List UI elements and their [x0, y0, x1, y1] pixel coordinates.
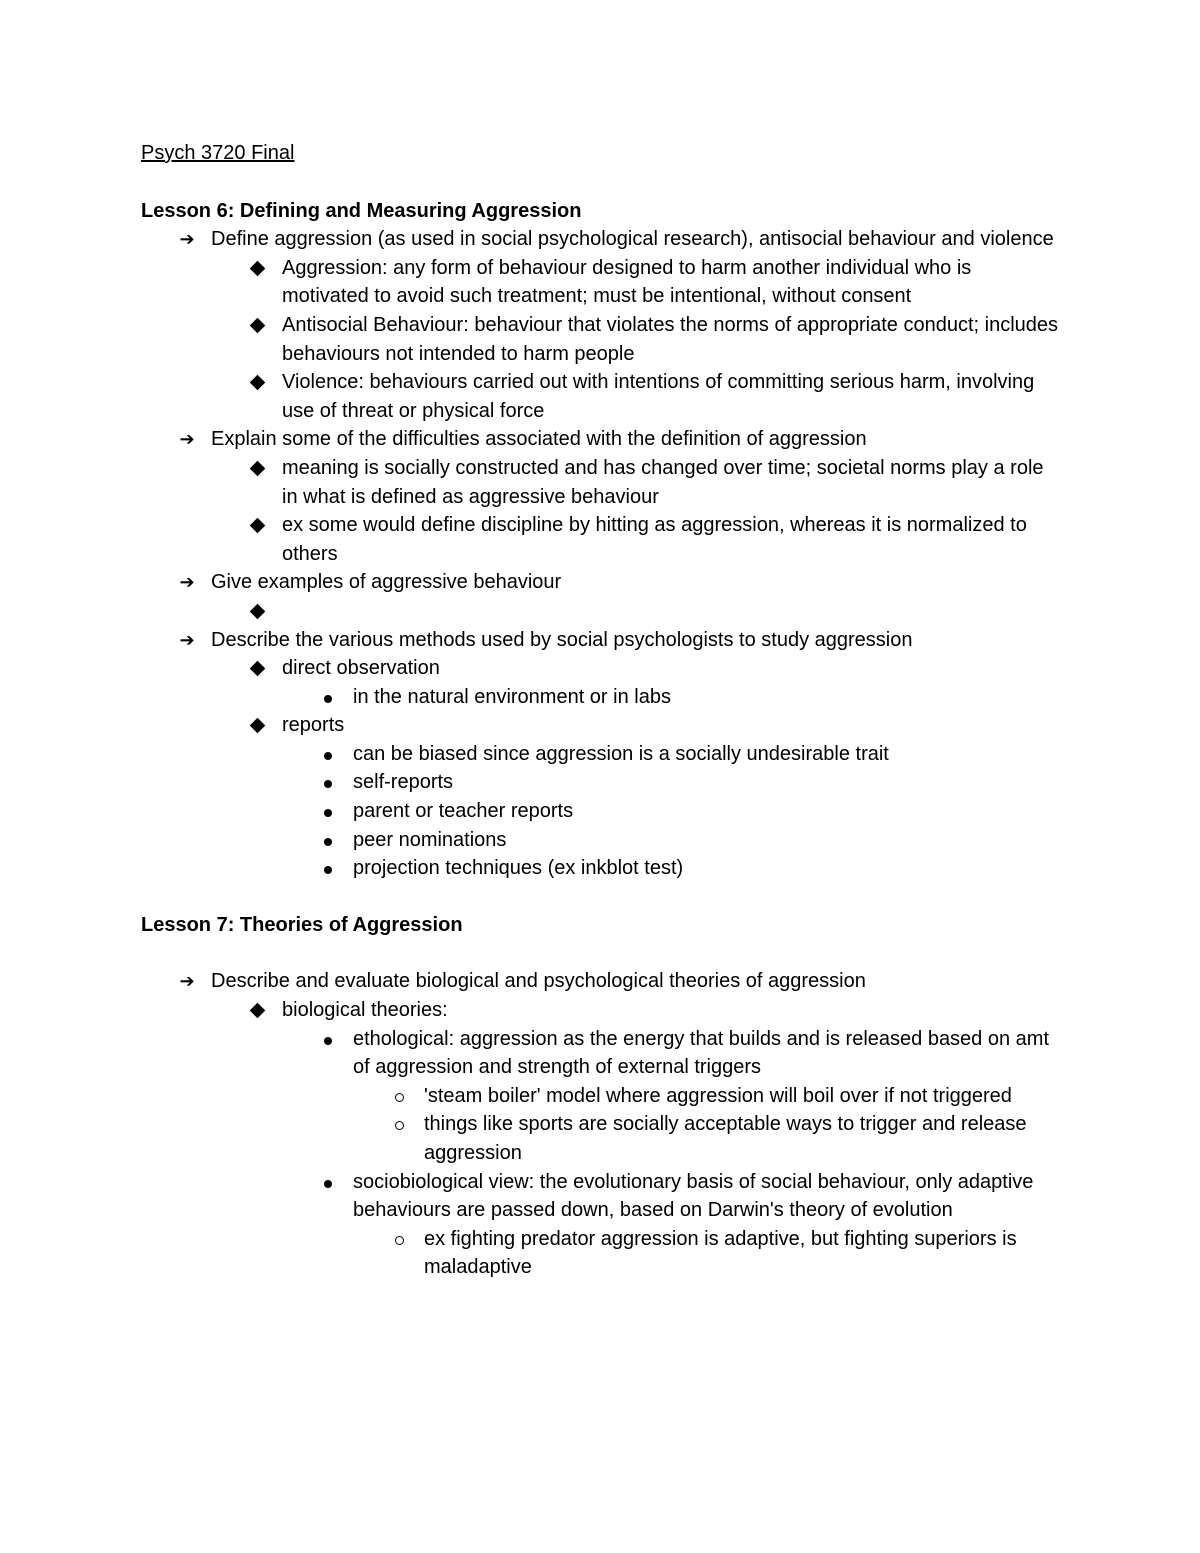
arrow-bullet-icon: ➔ [179, 629, 195, 650]
circle-bullet-icon [389, 1225, 409, 1254]
objective-item: ➔ Explain some of the difficulties associated with the definition of aggression [141, 425, 1061, 454]
objective-item: ➔ Give examples of aggressive behaviour [141, 568, 1061, 597]
list-item: in the natural environment or in labs [141, 683, 1061, 712]
list-item: sociobiological view: the evolutionary basis of social behaviour, only adaptive behaviours are passed down, based on Darwin's theory of evolution [141, 1168, 1061, 1225]
diamond-bullet-icon [247, 654, 267, 683]
list-item: Violence: behaviours carried out with intentions of committing serious harm, involving use of threat or physical force [141, 368, 1061, 425]
list-item: Antisocial Behaviour: behaviour that violates the norms of appropriate conduct; includes behaviours not intended to harm people [141, 311, 1061, 368]
document-page [141, 139, 1061, 1282]
objective-item: ➔ Describe and evaluate biological and psychological theories of aggression [141, 967, 1061, 996]
diamond-bullet-icon [247, 368, 267, 397]
list-item: reports [141, 711, 1061, 740]
list-item: meaning is socially constructed and has changed over time; societal norms play a role in what is defined as aggressive behaviour [141, 454, 1061, 511]
document-title: Psych 3720 Final [141, 142, 295, 164]
arrow-bullet-icon: ➔ [179, 229, 195, 250]
list-item: peer nominations [141, 826, 1061, 855]
objective-item: ➔ Describe the various methods used by social psychologists to study aggression [141, 626, 1061, 655]
dot-bullet-icon [318, 1025, 338, 1054]
circle-bullet-icon [389, 1082, 409, 1111]
lesson-7-heading: Lesson 7: Theories of Aggression [141, 913, 463, 936]
diamond-bullet-icon [247, 454, 267, 483]
dot-bullet-icon [318, 797, 338, 826]
dot-bullet-icon [318, 740, 338, 769]
diamond-bullet-icon [247, 597, 267, 626]
lesson-6-heading: Lesson 6: Defining and Measuring Aggression [141, 199, 582, 222]
diamond-bullet-icon [247, 254, 267, 283]
dot-bullet-icon [318, 683, 338, 712]
diamond-bullet-icon [247, 311, 267, 340]
list-item: biological theories: [141, 996, 1061, 1025]
list-item [141, 597, 1061, 626]
arrow-bullet-icon: ➔ [179, 971, 195, 992]
list-item: projection techniques (ex inkblot test) [141, 854, 1061, 883]
list-item: can be biased since aggression is a socially undesirable trait [141, 740, 1061, 769]
list-item: ex fighting predator aggression is adaptive, but fighting superiors is maladaptive [141, 1225, 1061, 1282]
list-item: self-reports [141, 768, 1061, 797]
objective-item: ➔ Define aggression (as used in social psychological research), antisocial behaviour and violence [141, 225, 1061, 254]
list-item: parent or teacher reports [141, 797, 1061, 826]
arrow-bullet-icon: ➔ [179, 429, 195, 450]
dot-bullet-icon [318, 854, 338, 883]
dot-bullet-icon [318, 768, 338, 797]
list-item: ex some would define discipline by hitting as aggression, whereas it is normalized to others [141, 511, 1061, 568]
arrow-bullet-icon: ➔ [179, 572, 195, 593]
list-item: 'steam boiler' model where aggression will boil over if not triggered [141, 1082, 1061, 1111]
list-item: direct observation [141, 654, 1061, 683]
list-item: ethological: aggression as the energy that builds and is released based on amt of aggression and strength of external triggers [141, 1025, 1061, 1082]
diamond-bullet-icon [247, 511, 267, 540]
diamond-bullet-icon [247, 711, 267, 740]
circle-bullet-icon [389, 1110, 409, 1139]
diamond-bullet-icon [247, 996, 267, 1025]
dot-bullet-icon [318, 1168, 338, 1197]
dot-bullet-icon [318, 826, 338, 855]
list-item: Aggression: any form of behaviour designed to harm another individual who is motivated to avoid such treatment; must be intentional, without consent [141, 254, 1061, 311]
list-item: things like sports are socially acceptable ways to trigger and release aggression [141, 1110, 1061, 1167]
